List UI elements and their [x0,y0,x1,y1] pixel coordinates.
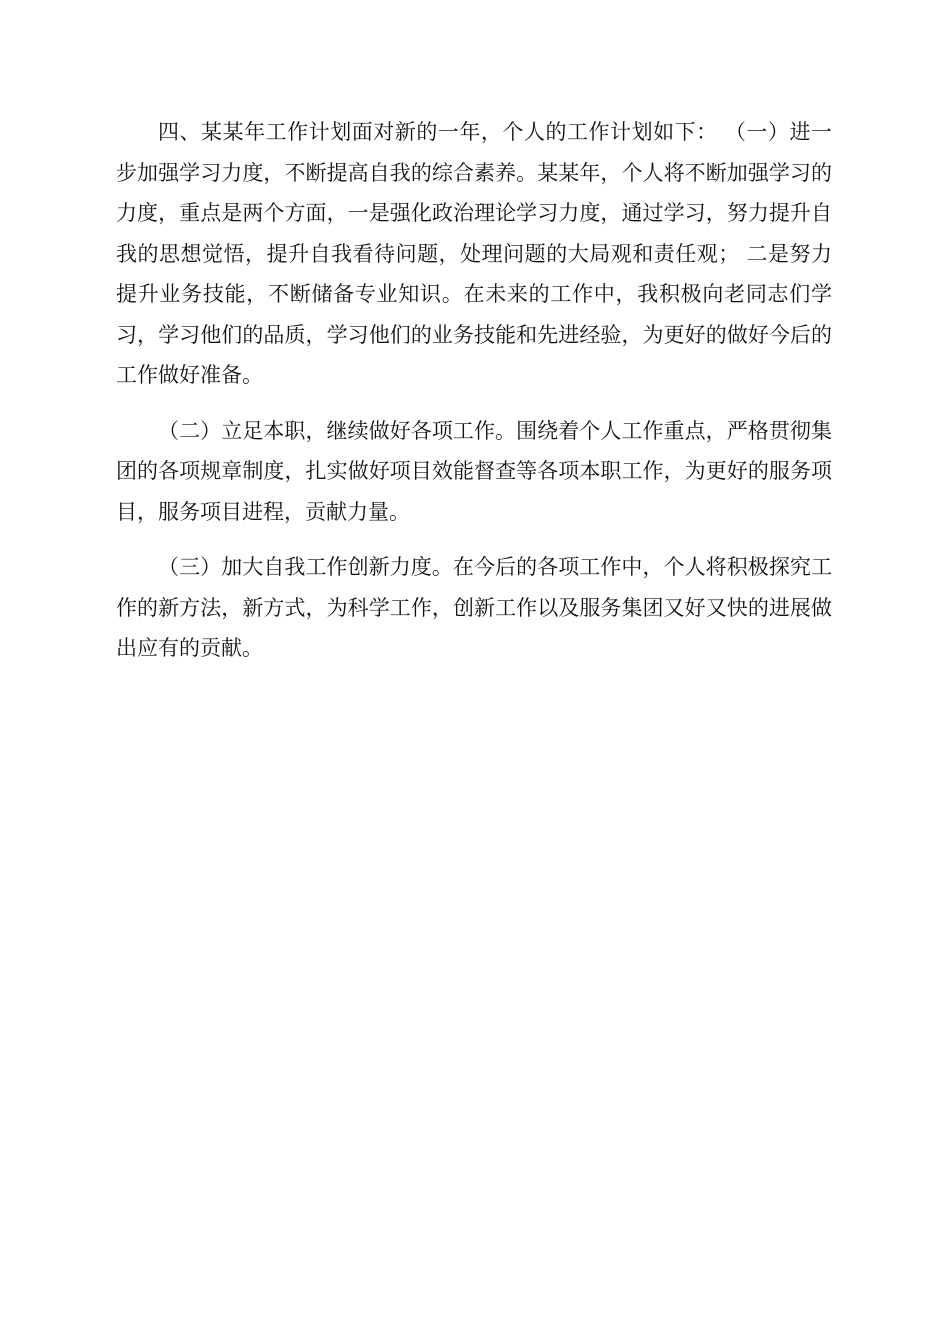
paragraph-work-plan-two: （二）立足本职，继续做好各项工作。围绕着个人工作重点，严格贯彻集团的各项规章制度，扎实做好项目效能督查等各项本职工作，为更好的服务项目，服务项目进程，贡献力量。 [116,418,832,524]
document-body [116,112,832,684]
paragraph-work-plan-intro: 四、某某年工作计划面对新的一年，个人的工作计划如下： （一）进一步加强学习力度，不断提高自我的综合素养。某某年，个人将不断加强学习的力度，重点是两个方面，一是强化政治理论学习力度，通过学习，努力提升自我的思想觉悟，提升自我看待问题，处理问题的大局观和责任观； 二是努力提升业务技能，不断储备专业知识。在未来的工作中，我积极向老同志们学习，学习他们的品质，学习他们的业务技能和先进经验，为更好的做好今后的工作做好准备。 [116,120,832,387]
paragraph-work-plan-three: （三）加大自我工作创新力度。在今后的各项工作中，个人将积极探究工作的新方法，新方式，为科学工作，创新工作以及服务集团又好又快的进展做出应有的贡献。 [116,555,832,660]
